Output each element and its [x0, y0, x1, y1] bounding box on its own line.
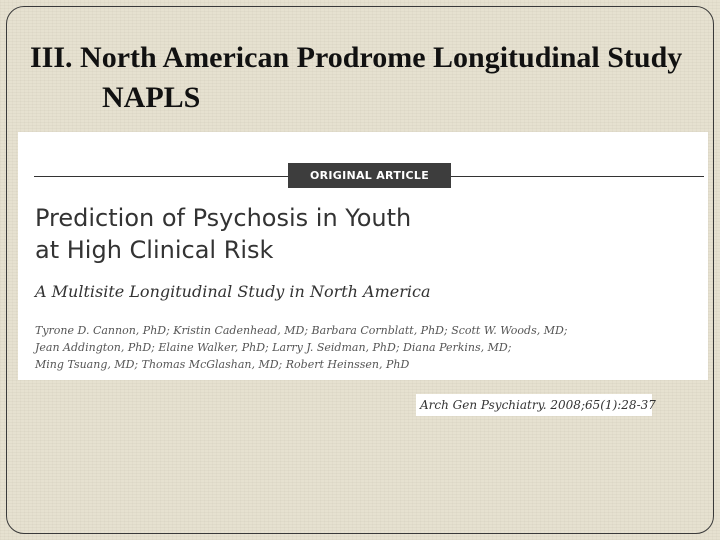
authors-line: Jean Addington, PhD; Elaine Walker, PhD; Larry J. Seidman, PhD; Diana Perkins, MD; [35, 341, 512, 354]
slide-title: III. North American Prodrome Longitudinal Study [30, 41, 683, 74]
journal-citation: Arch Gen Psychiatry. 2008;65(1):28-37 [416, 394, 652, 416]
article-subtitle: A Multisite Longitudinal Study in North America [35, 282, 431, 301]
article-header-image [18, 132, 708, 380]
original-article-badge: ORIGINAL ARTICLE [288, 163, 451, 188]
header-rule-right [451, 176, 704, 177]
article-title [35, 202, 675, 266]
article-authors [35, 322, 695, 373]
slide-subtitle: NAPLS [102, 81, 201, 114]
header-rule-left [34, 176, 304, 177]
article-title-line-2: at High Clinical Risk [35, 236, 274, 264]
authors-line: Tyrone D. Cannon, PhD; Kristin Cadenhead, MD; Barbara Cornblatt, PhD; Scott W. Woods, MD; [35, 324, 568, 337]
authors-line: Ming Tsuang, MD; Thomas McGlashan, MD; Robert Heinssen, PhD [35, 358, 410, 371]
article-title-line-1: Prediction of Psychosis in Youth [35, 204, 412, 232]
